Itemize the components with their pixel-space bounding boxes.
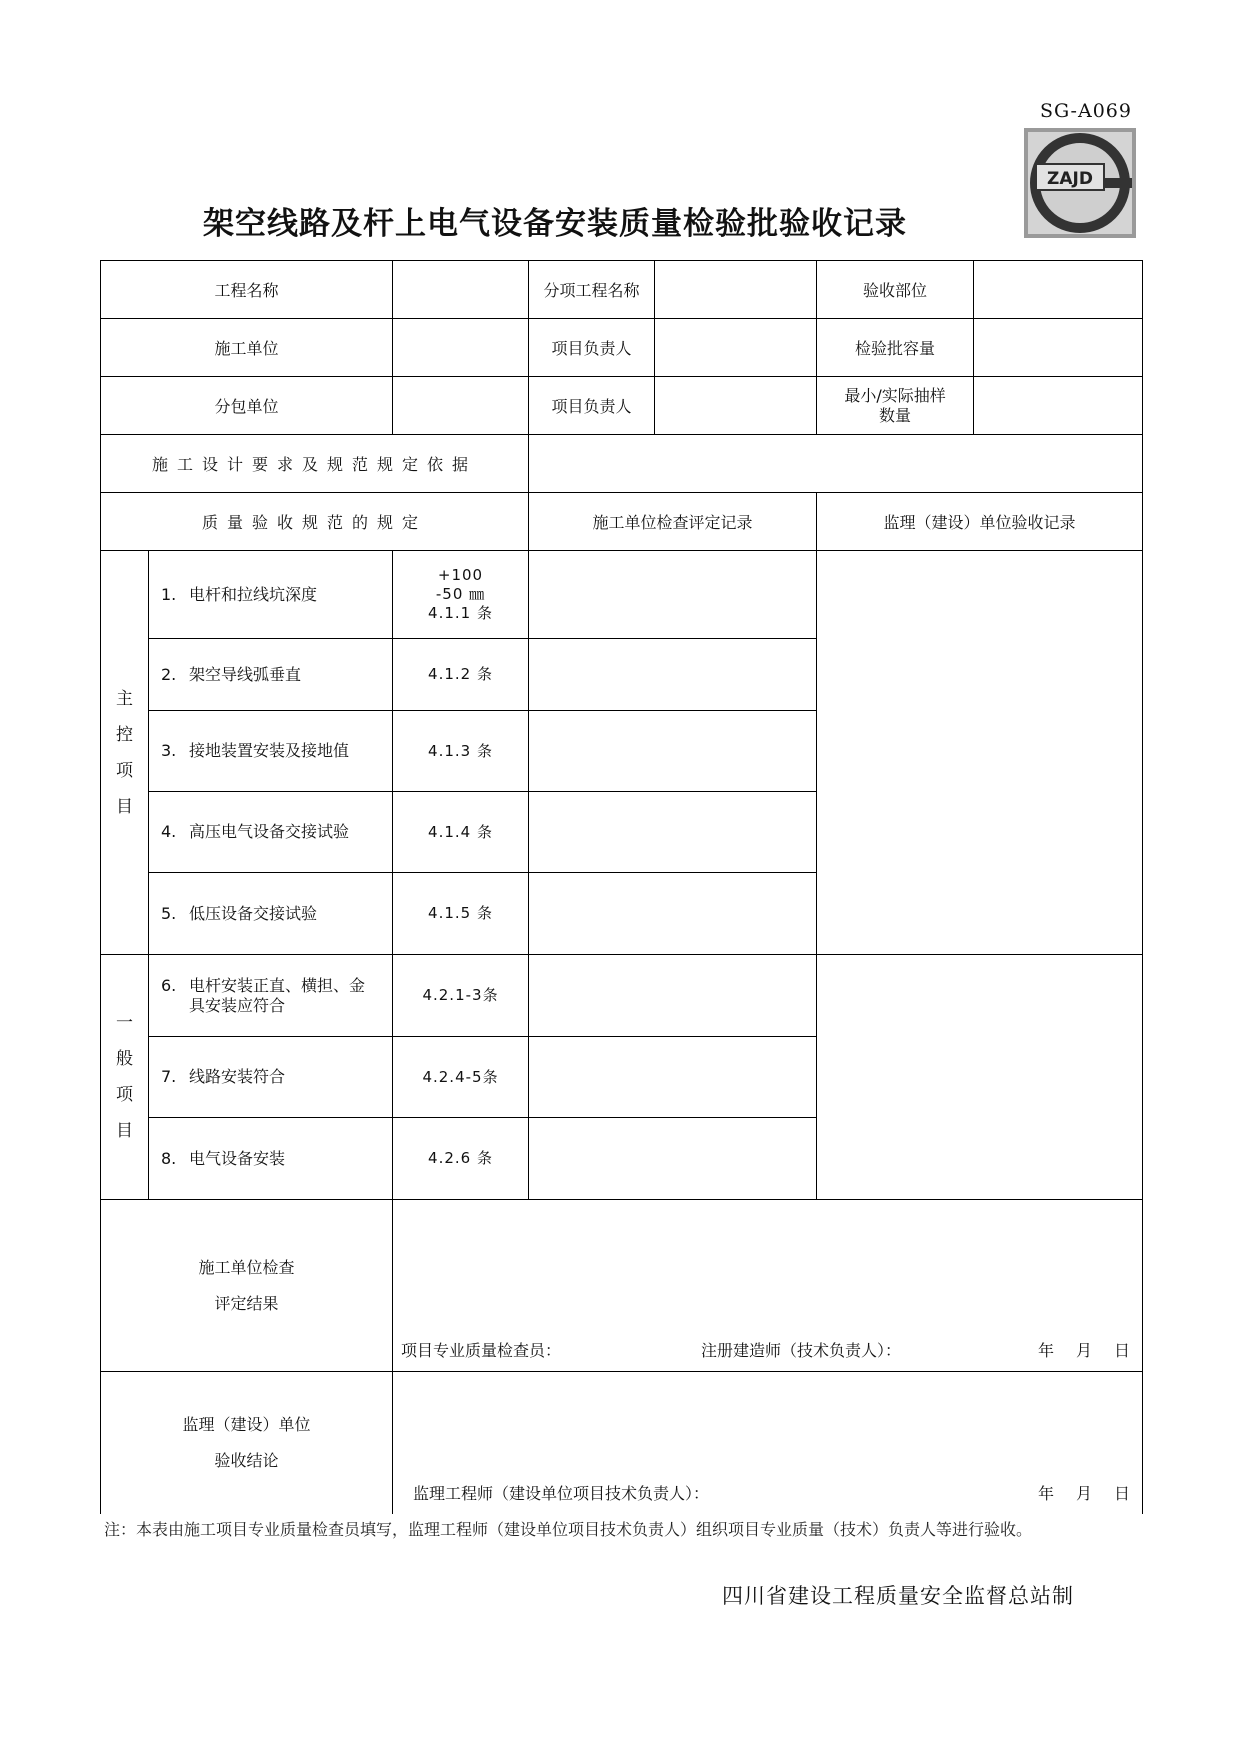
sample-quantity-value[interactable] xyxy=(974,377,1143,435)
sample-quantity-label xyxy=(817,377,974,435)
item-text: 低压设备交接试验 xyxy=(189,903,318,923)
item-text: 电杆和拉线坑深度 xyxy=(189,584,318,604)
item-text: 线路安装符合 xyxy=(189,1067,286,1087)
main-control-char-3: 项 xyxy=(116,760,133,781)
basis-value[interactable] xyxy=(529,435,1143,493)
item-number: 8. xyxy=(161,1148,177,1168)
item-text: 电杆安装正直、横担、金具安装应符合 xyxy=(189,976,366,1015)
item-7-contractor-record[interactable] xyxy=(529,1037,817,1118)
clause-line: -50 ㎜ xyxy=(435,585,486,604)
item-number: 2. xyxy=(161,664,177,684)
subcontract-leader-label: 项目负责人 xyxy=(529,377,655,435)
supervisor-record-header: 监理（建设）单位验收记录 xyxy=(817,493,1143,551)
item-3-desc xyxy=(149,711,393,792)
basis-label: 施工设计要求及规范规定依据 xyxy=(101,435,529,493)
item-2-clause: 4.1.2 条 xyxy=(393,639,529,711)
item-text: 架空导线弧垂直 xyxy=(189,664,302,684)
item-7-clause: 4.2.4-5条 xyxy=(393,1037,529,1118)
contractor-result-row xyxy=(101,1200,1143,1372)
general-char-4: 目 xyxy=(116,1121,133,1141)
item-5-contractor-record[interactable] xyxy=(529,873,817,955)
quality-inspector-label: 项目专业质量检查员： xyxy=(401,1341,562,1360)
main-control-char-1: 主 xyxy=(116,688,133,709)
item-text: 接地装置安装及接地值 xyxy=(189,741,350,761)
item-3-clause: 4.1.3 条 xyxy=(393,711,529,792)
main-control-char-4: 目 xyxy=(116,796,133,817)
item-text: 电气设备安装 xyxy=(189,1148,286,1168)
info-row-3 xyxy=(101,377,1143,435)
main-control-supervisor-record[interactable] xyxy=(817,551,1143,955)
supervisor-date: 年月日 xyxy=(1038,1483,1153,1503)
basis-row xyxy=(101,435,1143,493)
general-char-2: 般 xyxy=(116,1049,133,1069)
item-1-contractor-record[interactable] xyxy=(529,551,817,639)
general-items-label xyxy=(101,955,149,1200)
construction-unit-value[interactable] xyxy=(393,319,529,377)
item-4-clause: 4.1.4 条 xyxy=(393,792,529,873)
registered-builder-label: 注册建造师（技术负责人）： xyxy=(701,1341,902,1360)
sample-quantity-label-line2: 数量 xyxy=(879,405,912,425)
general-char-1: 一 xyxy=(116,1013,133,1033)
item-number: 1. xyxy=(161,584,177,604)
column-header-row xyxy=(101,493,1143,551)
supervisor-result-label-line2: 验收结论 xyxy=(214,1450,279,1470)
batch-capacity-value[interactable] xyxy=(974,319,1143,377)
project-name-value[interactable] xyxy=(393,261,529,319)
general-char-3: 项 xyxy=(116,1085,133,1105)
contractor-result-label xyxy=(101,1200,393,1372)
contractor-result-area[interactable] xyxy=(393,1200,1153,1372)
item-1-desc xyxy=(149,551,393,639)
subitem-name-value[interactable] xyxy=(655,261,817,319)
item-8-desc xyxy=(149,1118,393,1200)
supervisor-result-label-line1: 监理（建设）单位 xyxy=(182,1414,311,1434)
sample-quantity-label-line1: 最小/实际抽样 xyxy=(844,386,946,406)
item-text: 高压电气设备交接试验 xyxy=(189,822,350,842)
item-5-clause: 4.1.5 条 xyxy=(393,873,529,955)
item-2-desc xyxy=(149,639,393,711)
info-row-2 xyxy=(101,319,1143,377)
item-number: 4. xyxy=(161,822,177,842)
subcontract-unit-value[interactable] xyxy=(393,377,529,435)
project-leader-label: 项目负责人 xyxy=(529,319,655,377)
project-leader-value[interactable] xyxy=(655,319,817,377)
acceptance-location-value[interactable] xyxy=(974,261,1143,319)
item-8-clause: 4.2.6 条 xyxy=(393,1118,529,1200)
inspection-form-table xyxy=(100,260,1153,1514)
supervisor-result-row xyxy=(101,1372,1143,1514)
item-row-1 xyxy=(101,551,1143,639)
item-row-6 xyxy=(101,955,1143,1037)
item-7-desc xyxy=(149,1037,393,1118)
project-name-label: 工程名称 xyxy=(101,261,393,319)
spec-column-header: 质量验收规范的规定 xyxy=(101,493,529,551)
clause-line: +100 xyxy=(437,566,484,585)
subcontract-leader-value[interactable] xyxy=(655,377,817,435)
item-2-contractor-record[interactable] xyxy=(529,639,817,711)
acceptance-location-label: 验收部位 xyxy=(817,261,974,319)
main-control-char-2: 控 xyxy=(116,724,133,745)
item-4-contractor-record[interactable] xyxy=(529,792,817,873)
supervisor-result-label xyxy=(101,1372,393,1514)
batch-capacity-label: 检验批容量 xyxy=(817,319,974,377)
supervising-engineer-label: 监理工程师（建设单位项目技术负责人）： xyxy=(413,1483,710,1503)
item-5-desc xyxy=(149,873,393,955)
form-code: SG-A069 xyxy=(1040,100,1132,122)
subcontract-unit-label: 分包单位 xyxy=(101,377,393,435)
info-row-1 xyxy=(101,261,1143,319)
item-4-desc xyxy=(149,792,393,873)
item-3-contractor-record[interactable] xyxy=(529,711,817,792)
item-number: 7. xyxy=(161,1067,177,1087)
item-8-contractor-record[interactable] xyxy=(529,1118,817,1200)
subitem-name-label: 分项工程名称 xyxy=(529,261,655,319)
item-6-clause: 4.2.1-3条 xyxy=(393,955,529,1037)
general-supervisor-record[interactable] xyxy=(817,955,1143,1200)
supervisor-result-area[interactable] xyxy=(393,1372,1153,1514)
page-title: 架空线路及杆上电气设备安装质量检验批验收记录 xyxy=(203,206,907,242)
item-number: 6. xyxy=(161,976,177,996)
clause-line: 4.1.1 条 xyxy=(428,603,493,622)
item-6-desc xyxy=(149,955,393,1037)
contractor-result-label-line2: 评定结果 xyxy=(214,1293,279,1313)
main-control-label xyxy=(101,551,149,955)
item-number: 3. xyxy=(161,741,177,761)
issuer-name: 四川省建设工程质量安全监督总站制 xyxy=(722,1584,1074,1608)
logo-text: ZAJD xyxy=(1047,169,1093,189)
contractor-result-label-line1: 施工单位检查 xyxy=(198,1257,295,1277)
contractor-record-header: 施工单位检查评定记录 xyxy=(529,493,817,551)
item-1-clause xyxy=(393,551,529,639)
item-number: 5. xyxy=(161,903,177,923)
contractor-date: 年月日 xyxy=(1038,1341,1153,1360)
footnote: 注：本表由施工项目专业质量检查员填写，监理工程师（建设单位项目技术负责人）组织项目专业质量（技术）负责人等进行验收。 xyxy=(104,1520,1033,1539)
construction-unit-label: 施工单位 xyxy=(101,319,393,377)
item-6-contractor-record[interactable] xyxy=(529,955,817,1037)
